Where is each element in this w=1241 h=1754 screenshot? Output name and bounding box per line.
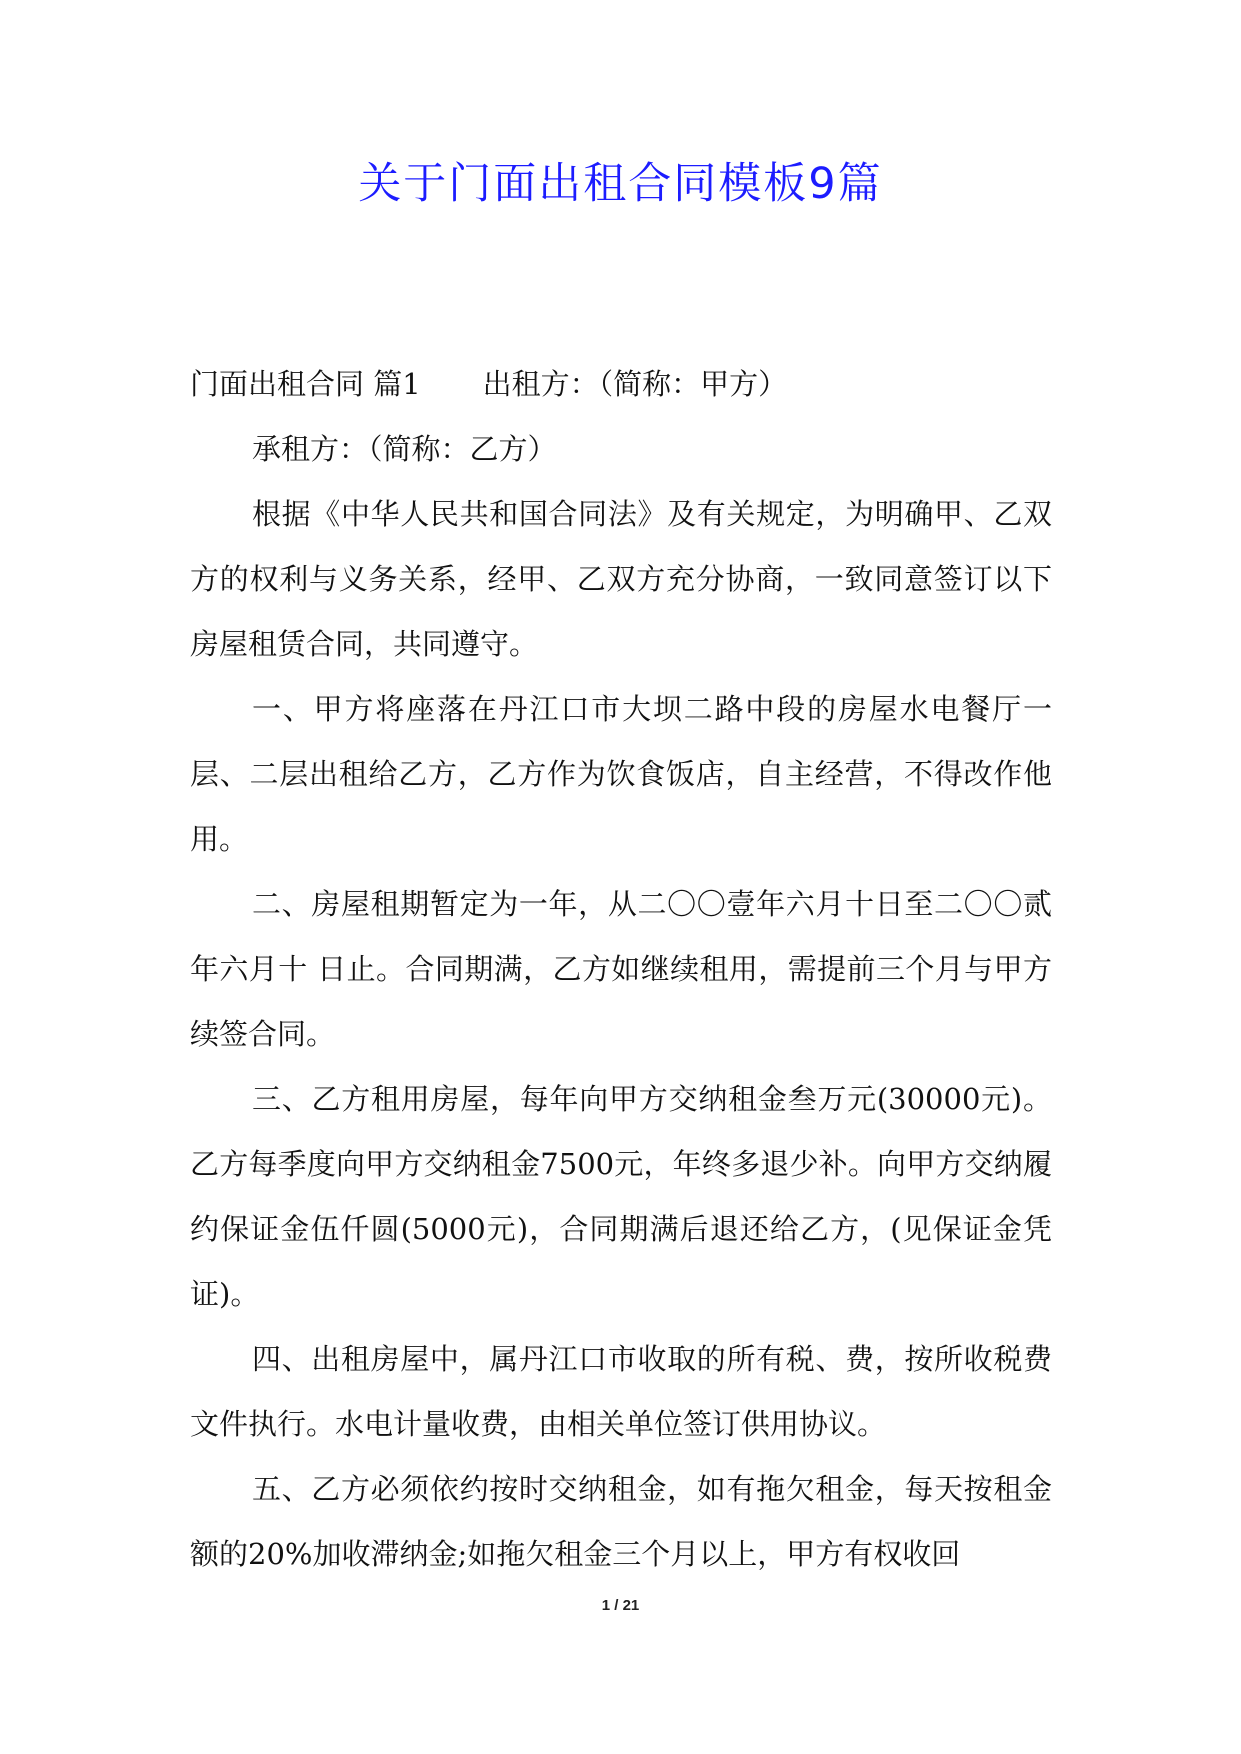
paragraph-clause-3: 三、乙方租用房屋，每年向甲方交纳租金叁万元(30000元)。乙方每季度向甲方交纳租金7500元，年终多退少补。向甲方交纳履约保证金伍仟圆(5000元)，合同期满后退还给乙方，(见保证金凭证)。 — [190, 1082, 1052, 1311]
first-line — [190, 352, 1052, 417]
paragraph-lessee: 承租方：（简称：乙方） — [252, 432, 557, 466]
document-body — [190, 352, 1052, 1587]
paragraph-clause-5: 五、乙方必须依约按时交纳租金，如有拖欠租金，每天按租金额的20%加收滞纳金;如拖欠租金三个月以上，甲方有权收回 — [190, 1472, 1052, 1571]
document-title: 关于门面出租合同模板9篇 — [358, 159, 883, 209]
contract-heading: 门面出租合同 篇1 — [190, 367, 421, 401]
paragraph-clause-1: 一、甲方将座落在丹江口市大坝二路中段的房屋水电餐厅一层、二层出租给乙方，乙方作为饮食饭店，自主经营，不得改作他用。 — [190, 692, 1052, 856]
paragraph-clause-4: 四、出租房屋中，属丹江口市收取的所有税、费，按所收税费文件执行。水电计量收费，由相关单位签订供用协议。 — [190, 1342, 1052, 1441]
page-number: 1 / 21 — [601, 1597, 640, 1614]
paragraph-preamble: 根据《中华人民共和国合同法》及有关规定，为明确甲、乙双方的权利与义务关系，经甲、乙双方充分协商，一致同意签订以下房屋租赁合同，共同遵守。 — [190, 497, 1052, 661]
paragraph-clause-2: 二、房屋租期暂定为一年，从二〇〇壹年六月十日至二〇〇贰年六月十 日止。合同期满，乙方如继续租用，需提前三个月与甲方续签合同。 — [190, 887, 1052, 1051]
lessor-line: 出租方：（简称：甲方） — [482, 367, 788, 401]
